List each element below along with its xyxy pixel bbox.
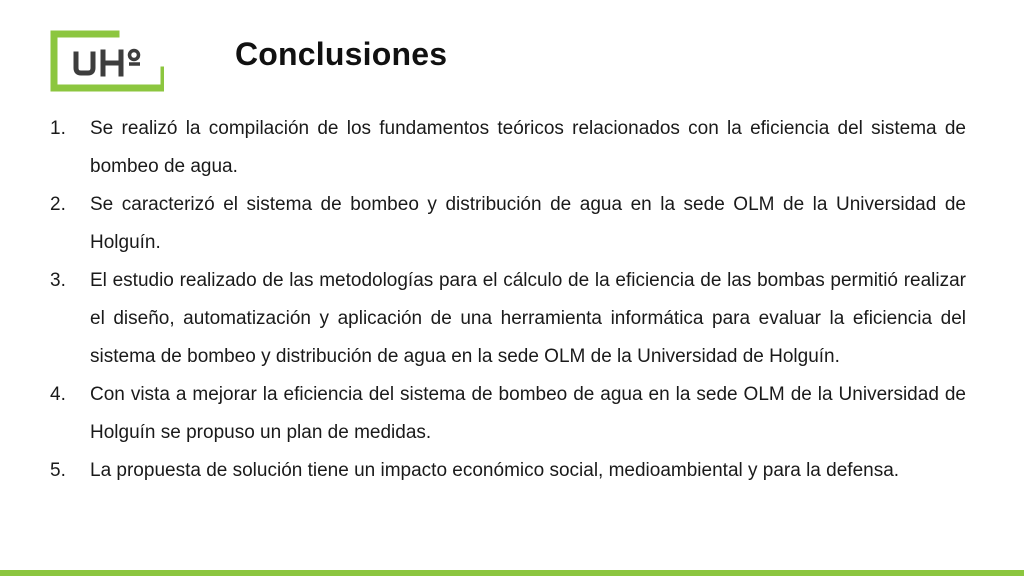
bottom-accent-bar <box>0 570 1024 576</box>
item-number: 5. <box>50 460 66 481</box>
list-item <box>50 186 966 262</box>
item-number: 3. <box>50 270 66 291</box>
list-item <box>50 110 966 186</box>
item-text: El estudio realizado de las metodologías para el cálculo de la eficiencia de las bombas permitió realizar el diseño, automatización y aplicación de una herramienta informática para evaluar la eficiencia del sistema de bombeo y distribución de agua en la sede OLM de la Universidad de Holguín. <box>90 270 966 367</box>
list-item <box>50 452 966 490</box>
list-item <box>50 376 966 452</box>
item-text: La propuesta de solución tiene un impacto económico social, medioambiental y para la defensa. <box>90 460 900 481</box>
conclusions-list <box>50 110 966 490</box>
item-number: 4. <box>50 384 66 405</box>
item-text: Se realizó la compilación de los fundamentos teóricos relacionados con la eficiencia del sistema de bombeo de agua. <box>90 118 966 177</box>
uho-logo-icon <box>50 30 164 92</box>
item-number: 1. <box>50 118 66 139</box>
page-title: Conclusiones <box>235 36 448 72</box>
item-text: Se caracterizó el sistema de bombeo y distribución de agua en la sede OLM de la Universidad de Holguín. <box>90 194 966 253</box>
list-item <box>50 262 966 376</box>
item-number: 2. <box>50 194 66 215</box>
item-text: Con vista a mejorar la eficiencia del sistema de bombeo de agua en la sede OLM de la Universidad de Holguín se propuso un plan de medidas. <box>90 384 966 443</box>
